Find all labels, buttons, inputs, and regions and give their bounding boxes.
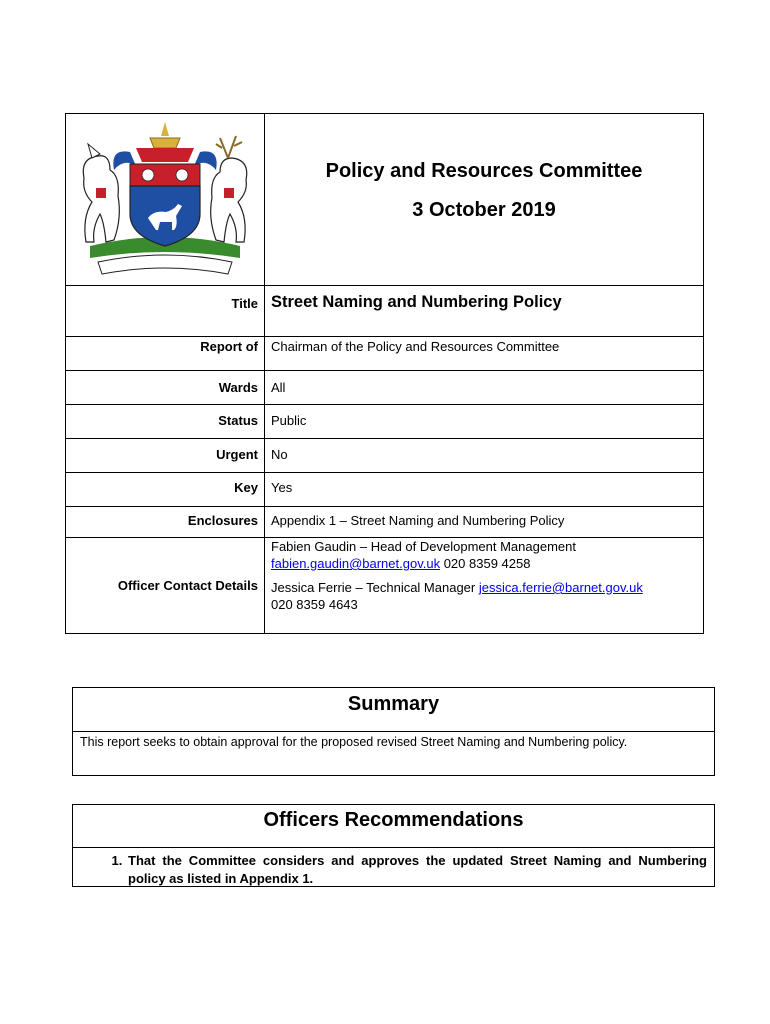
urgent-label: Urgent bbox=[66, 439, 265, 472]
wards-label: Wards bbox=[66, 371, 265, 404]
summary-text: This report seeks to obtain approval for the proposed revised Street Naming and Numbering policy. bbox=[80, 735, 628, 749]
committee-name: Policy and Resources Committee bbox=[325, 160, 643, 182]
officer-contact-label: Officer Contact Details bbox=[66, 538, 265, 633]
officer-contact-row bbox=[66, 538, 703, 633]
recommendations-box bbox=[72, 804, 715, 887]
officer1-contact bbox=[271, 555, 703, 572]
officer1-phone: 020 8359 4258 bbox=[443, 556, 531, 571]
status-label: Status bbox=[66, 405, 265, 438]
officer1-line: Fabien Gaudin – Head of Development Management bbox=[271, 539, 576, 554]
recommendations-heading: Officers Recommendations bbox=[73, 805, 714, 848]
enclosures-row bbox=[66, 507, 703, 538]
recommendations-list bbox=[73, 848, 714, 888]
header-title-cell bbox=[265, 114, 703, 285]
header-row bbox=[66, 114, 703, 286]
report-header-table bbox=[65, 113, 704, 634]
enclosures-label: Enclosures bbox=[66, 507, 265, 537]
officer2-email-link[interactable]: jessica.ferrie@barnet.gov.uk bbox=[478, 580, 643, 595]
enclosures-value: Appendix 1 – Street Naming and Numbering Policy bbox=[271, 513, 565, 528]
title-row bbox=[66, 286, 703, 337]
title-value: Street Naming and Numbering Policy bbox=[271, 293, 562, 311]
crest-cell bbox=[66, 114, 265, 285]
urgent-row bbox=[66, 439, 703, 473]
wards-row bbox=[66, 371, 703, 405]
urgent-value: No bbox=[271, 447, 288, 462]
wards-value: All bbox=[271, 380, 286, 395]
officer1-email-link[interactable]: fabien.gaudin@barnet.gov.uk bbox=[271, 556, 441, 571]
status-value: Public bbox=[271, 413, 307, 428]
report-of-value: Chairman of the Policy and Resources Committee bbox=[271, 339, 560, 354]
report-of-row bbox=[66, 337, 703, 371]
meeting-date: 3 October 2019 bbox=[412, 199, 556, 221]
officer2-text: Jessica Ferrie – Technical Manager bbox=[271, 580, 476, 595]
officer2-line bbox=[271, 579, 703, 596]
summary-heading: Summary bbox=[73, 688, 714, 732]
key-label: Key bbox=[66, 473, 265, 506]
status-row bbox=[66, 405, 703, 439]
key-value: Yes bbox=[271, 480, 293, 495]
report-of-label: Report of bbox=[66, 337, 265, 370]
barnet-crest-logo bbox=[70, 118, 260, 280]
title-label: Title bbox=[66, 286, 265, 336]
recommendation-item: 1. That the Committee considers and approves the updated Street Naming and Numbering policy as listed in Appendix 1. bbox=[126, 852, 707, 888]
officer2-phone: 020 8359 4643 bbox=[271, 597, 358, 612]
key-row bbox=[66, 473, 703, 507]
summary-box bbox=[72, 687, 715, 776]
officer-contact-value bbox=[265, 538, 703, 633]
